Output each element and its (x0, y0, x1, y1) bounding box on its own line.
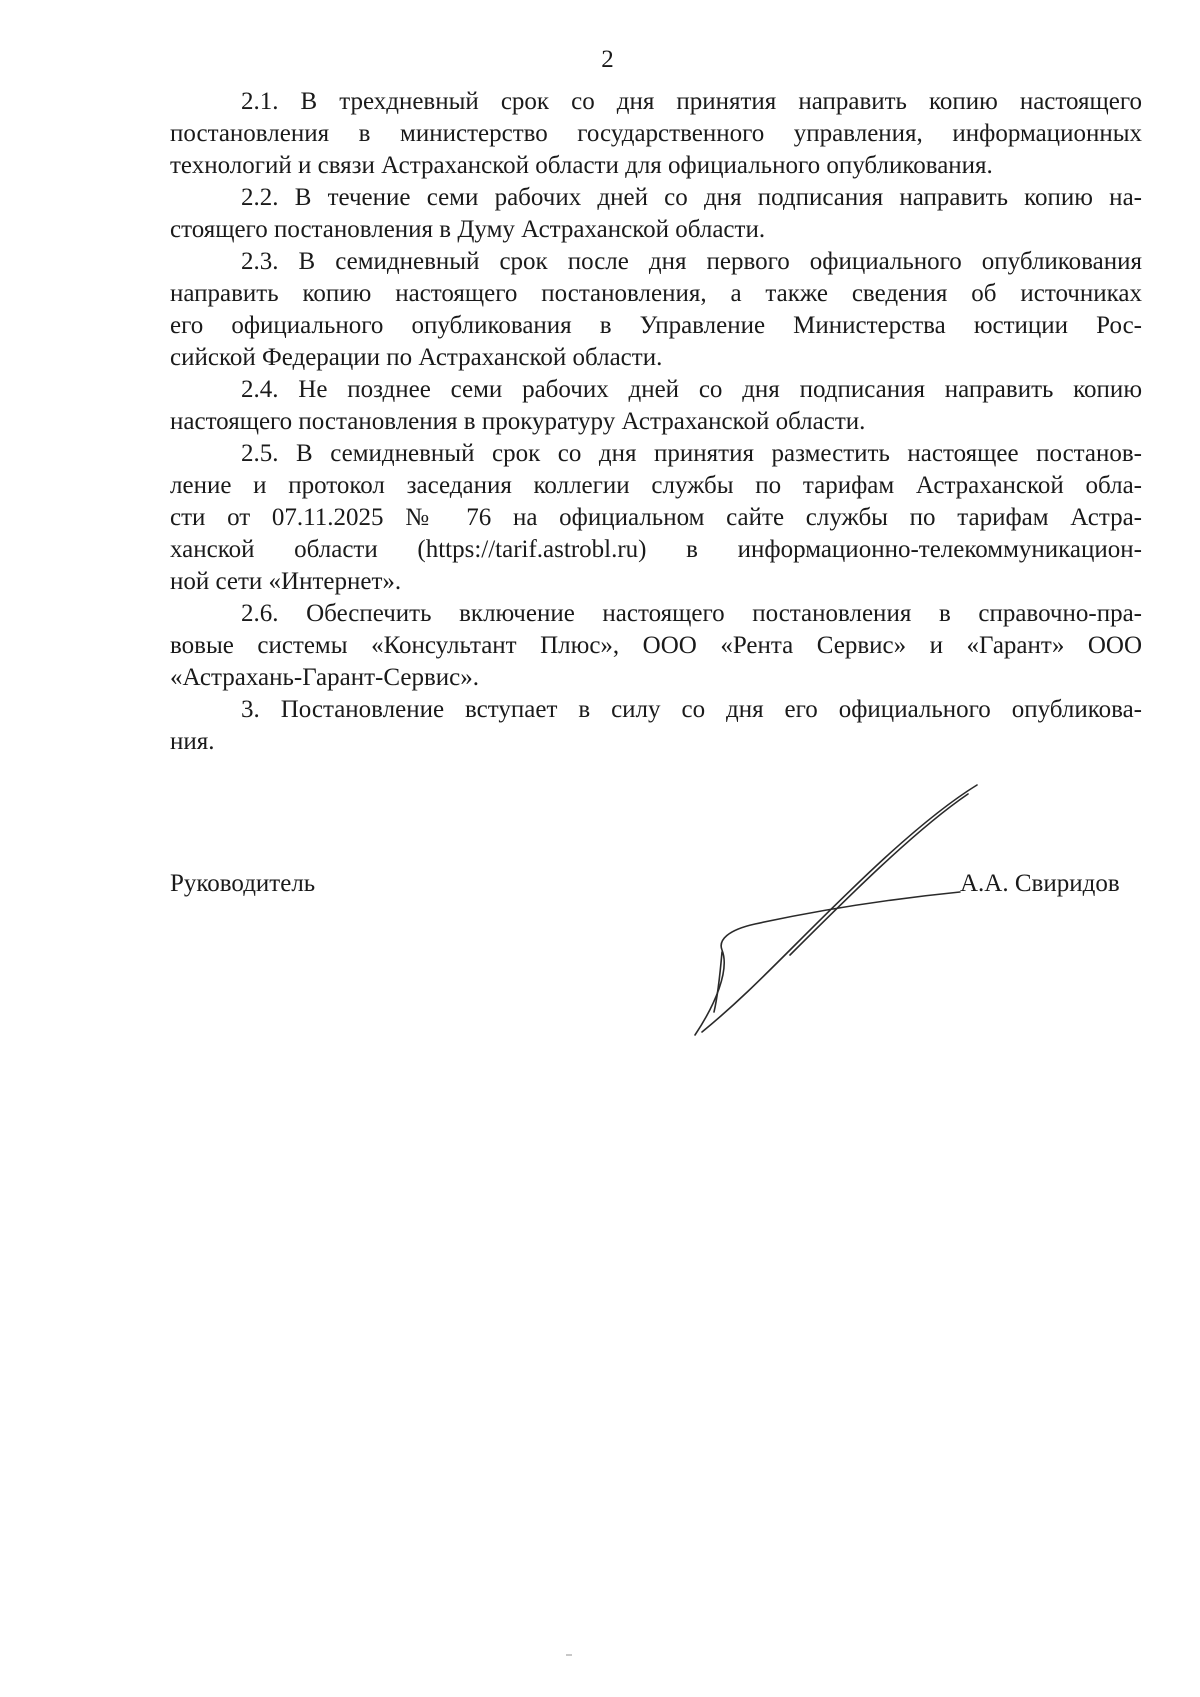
paragraph-2-3 (170, 246, 1142, 374)
paragraph-line: постановления в министерство государственного управления, информационных (170, 120, 1142, 147)
page-number: 2 (601, 46, 614, 73)
paragraph-line: 2.5. В семидневный срок со дня принятия разместить настоящее постанов- (241, 440, 1142, 467)
paragraph-line: сти от 07.11.2025 № 76 на официальном сайте службы по тарифам Астра- (170, 504, 1142, 531)
paragraph-line: 3. Постановление вступает в силу со дня его официального опубликова- (241, 696, 1142, 723)
paragraph-line: ханской области (https://tarif.astrobl.ru) в информационно-телекоммуникацион- (170, 536, 1142, 563)
paragraph-3 (170, 694, 1142, 758)
paragraph-line: технологий и связи Астраханской области для официального опубликования. (170, 152, 993, 179)
paragraph-line: 2.2. В течение семи рабочих дней со дня подписания направить копию на- (241, 184, 1142, 211)
paragraph-line: ния. (170, 728, 215, 755)
paragraph-line: стоящего постановления в Думу Астраханской области. (170, 216, 766, 243)
paragraph-line: 2.3. В семидневный срок после дня первого официального опубликования (241, 248, 1142, 275)
paragraph-line: 2.1. В трехдневный срок со дня принятия направить копию настоящего (241, 88, 1142, 115)
document-body (170, 86, 1142, 758)
paragraph-line: 2.6. Обеспечить включение настоящего постановления в справочно-пра- (241, 600, 1142, 627)
paragraph-line: 2.4. Не позднее семи рабочих дней со дня подписания направить копию (241, 376, 1142, 403)
paragraph-2-5 (170, 438, 1142, 598)
handwritten-signature (680, 780, 1000, 1040)
paragraph-line: направить копию настоящего постановления, а также сведения об источниках (170, 280, 1142, 307)
paragraph-line: настоящего постановления в прокуратуру Астраханской области. (170, 408, 866, 435)
signatory-role: Руководитель (170, 870, 316, 897)
paragraph-line: ной сети «Интернет». (170, 568, 402, 595)
paragraph-line: его официального опубликования в Управление Министерства юстиции Рос- (170, 312, 1142, 339)
paragraph-line: ление и протокол заседания коллегии службы по тарифам Астраханской обла- (170, 472, 1142, 499)
paragraph-2-4 (170, 374, 1142, 438)
paragraph-2-1 (170, 86, 1142, 182)
paragraph-2-6 (170, 598, 1142, 694)
paragraph-line: сийской Федерации по Астраханской области. (170, 344, 663, 371)
paragraph-line: вовые системы «Консультант Плюс», ООО «Рента Сервис» и «Гарант» ООО (170, 632, 1142, 659)
paragraph-line: «Астрахань-Гарант-Сервис». (170, 664, 479, 691)
paragraph-2-2 (170, 182, 1142, 246)
signatory-name: А.А. Свиридов (960, 870, 1120, 897)
scan-artifact (566, 1654, 572, 1656)
